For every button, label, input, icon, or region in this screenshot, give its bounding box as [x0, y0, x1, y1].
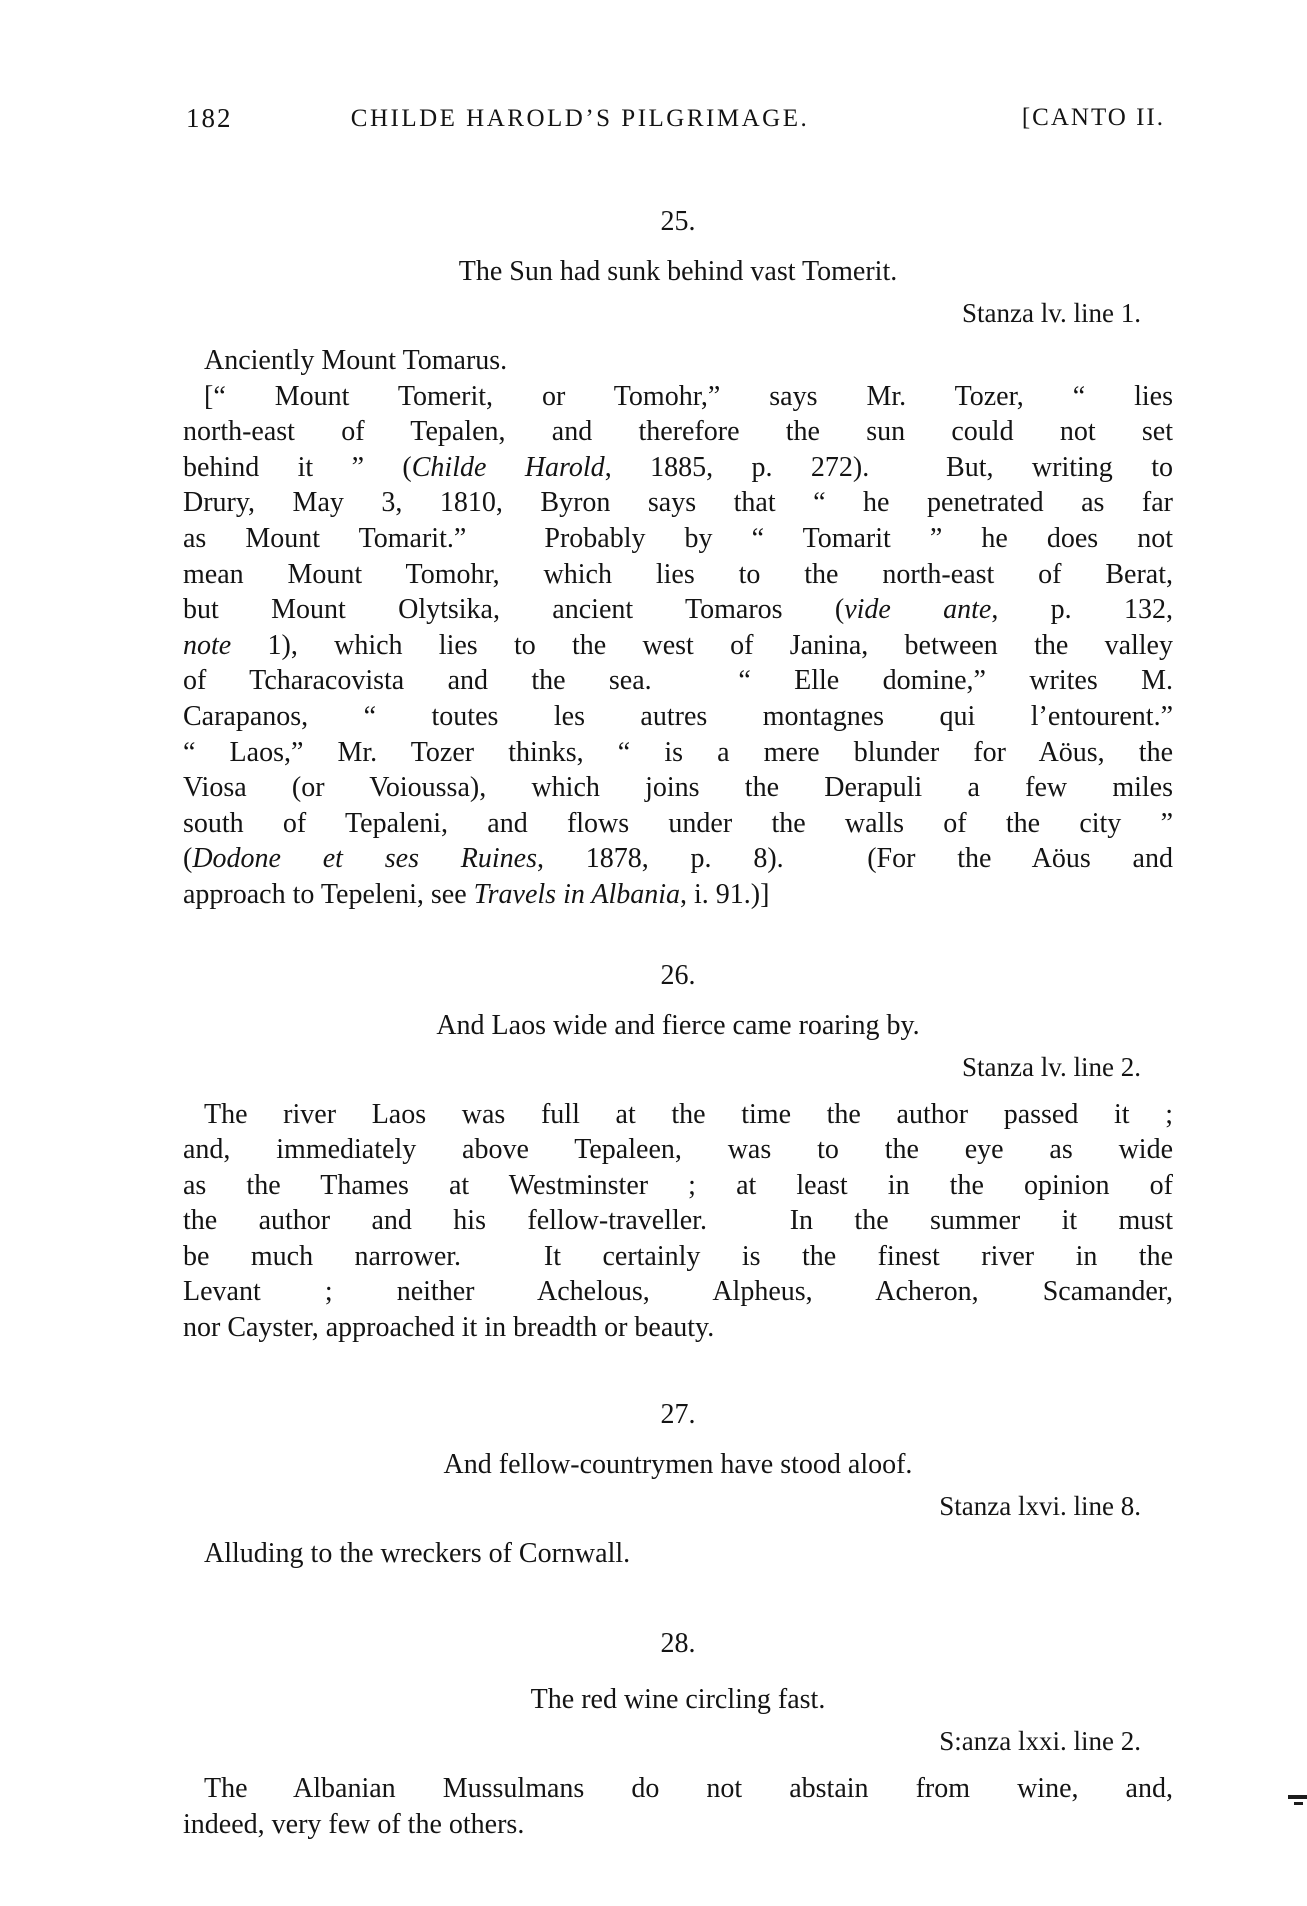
text-line: Carapanos, “ toutes les autres montagnes qui l’entourent.” [183, 700, 1173, 732]
section-number: 28. [660, 1628, 696, 1660]
stanza-attribution: S:anza lxxi. line 2. [939, 1726, 1141, 1757]
section-body [183, 1097, 1173, 1346]
text-line: indeed, very few of the others. [183, 1808, 525, 1840]
note-section [183, 205, 1173, 913]
text-line: as the Thames at Westminster ; at least in the opinion of [183, 1169, 1173, 1201]
canto-label: [CANTO II. [1021, 104, 1165, 131]
section-body [183, 1771, 1173, 1842]
note-section [183, 1627, 1173, 1842]
section-number: 26. [660, 959, 696, 991]
text-line: Anciently Mount Tomarus. [204, 345, 508, 376]
section-body [183, 1536, 1173, 1572]
running-title: CHILDE HAROLD’S PILGRIMAGE. [350, 105, 810, 132]
note-section [183, 959, 1173, 1346]
text-line: Alluding to the wreckers of Cornwall. [204, 1537, 631, 1569]
text-line: The Albanian Mussulmans do not abstain from wine, and, [204, 1773, 1173, 1805]
text-line: Levant ; neither Achelous, Alpheus, Acheron, Scamander, [183, 1276, 1173, 1308]
quote-line: And Laos wide and fierce came roaring by. [436, 1009, 920, 1041]
text-line: “ Laos,” Mr. Tozer thinks, “ is a mere blunder for Aöus, the [183, 736, 1173, 768]
text-line: of Tcharacovista and the sea. “ Elle domine,” writes M. [183, 665, 1173, 697]
section-number: 25. [660, 206, 696, 237]
stanza-attribution: Stanza lv. line 2. [962, 1051, 1141, 1082]
stanza-attribution: Stanza lv. line 1. [962, 298, 1141, 328]
text-line: the author and his fellow-traveller. In the summer it must [183, 1205, 1173, 1237]
section-body [183, 343, 1173, 913]
scan-artifact [1288, 1795, 1307, 1799]
text-line: note 1), which lies to the west of Janina, between the valley [183, 629, 1173, 661]
text-line: mean Mount Tomohr, which lies to the north-east of Berat, [183, 558, 1173, 590]
page-number: 182 [186, 103, 233, 133]
content-column [183, 0, 1173, 1842]
text-line: south of Tepaleni, and flows under the walls of the city ” [183, 807, 1173, 839]
text-line: The river Laos was full at the time the author passed it ; [204, 1098, 1173, 1130]
text-line: be much narrower. It certainly is the finest river in the [183, 1240, 1173, 1272]
text-line: nor Cayster, approached it in breadth or beauty. [183, 1312, 715, 1344]
section-number: 27. [660, 1398, 696, 1430]
text-line: behind it ” (Childe Harold, 1885, p. 272). But, writing to [183, 451, 1173, 483]
quote-line: The Sun had sunk behind vast Tomerit. [458, 256, 898, 287]
text-line: [“ Mount Tomerit, or Tomohr,” says Mr. Tozer, “ lies [204, 380, 1173, 412]
note-section [183, 1398, 1173, 1572]
text-line: (Dodone et ses Ruines, 1878, p. 8). (For the Aöus and [183, 843, 1173, 875]
text-line: Viosa (or Voioussa), which joins the Derapuli a few miles [183, 772, 1173, 804]
scan-artifact [1294, 1802, 1303, 1805]
quote-line: And fellow-countrymen have stood aloof. [443, 1448, 913, 1480]
text-line: approach to Tepeleni, see Travels in Albania, i. 91.)] [183, 878, 770, 910]
quote-line: The red wine circling fast. [530, 1684, 826, 1716]
text-line: north-east of Tepalen, and therefore the sun could not set [183, 416, 1173, 448]
text-line: as Mount Tomarit.” Probably by “ Tomarit ” he does not [183, 522, 1173, 554]
text-line: and, immediately above Tepaleen, was to the eye as wide [183, 1134, 1173, 1166]
text-line: but Mount Olytsika, ancient Tomaros (vide ante, p. 132, [183, 594, 1174, 626]
stanza-attribution: Stanza lxvi. line 8. [939, 1490, 1141, 1521]
text-line: Drury, May 3, 1810, Byron says that “ he penetrated as far [183, 487, 1173, 519]
